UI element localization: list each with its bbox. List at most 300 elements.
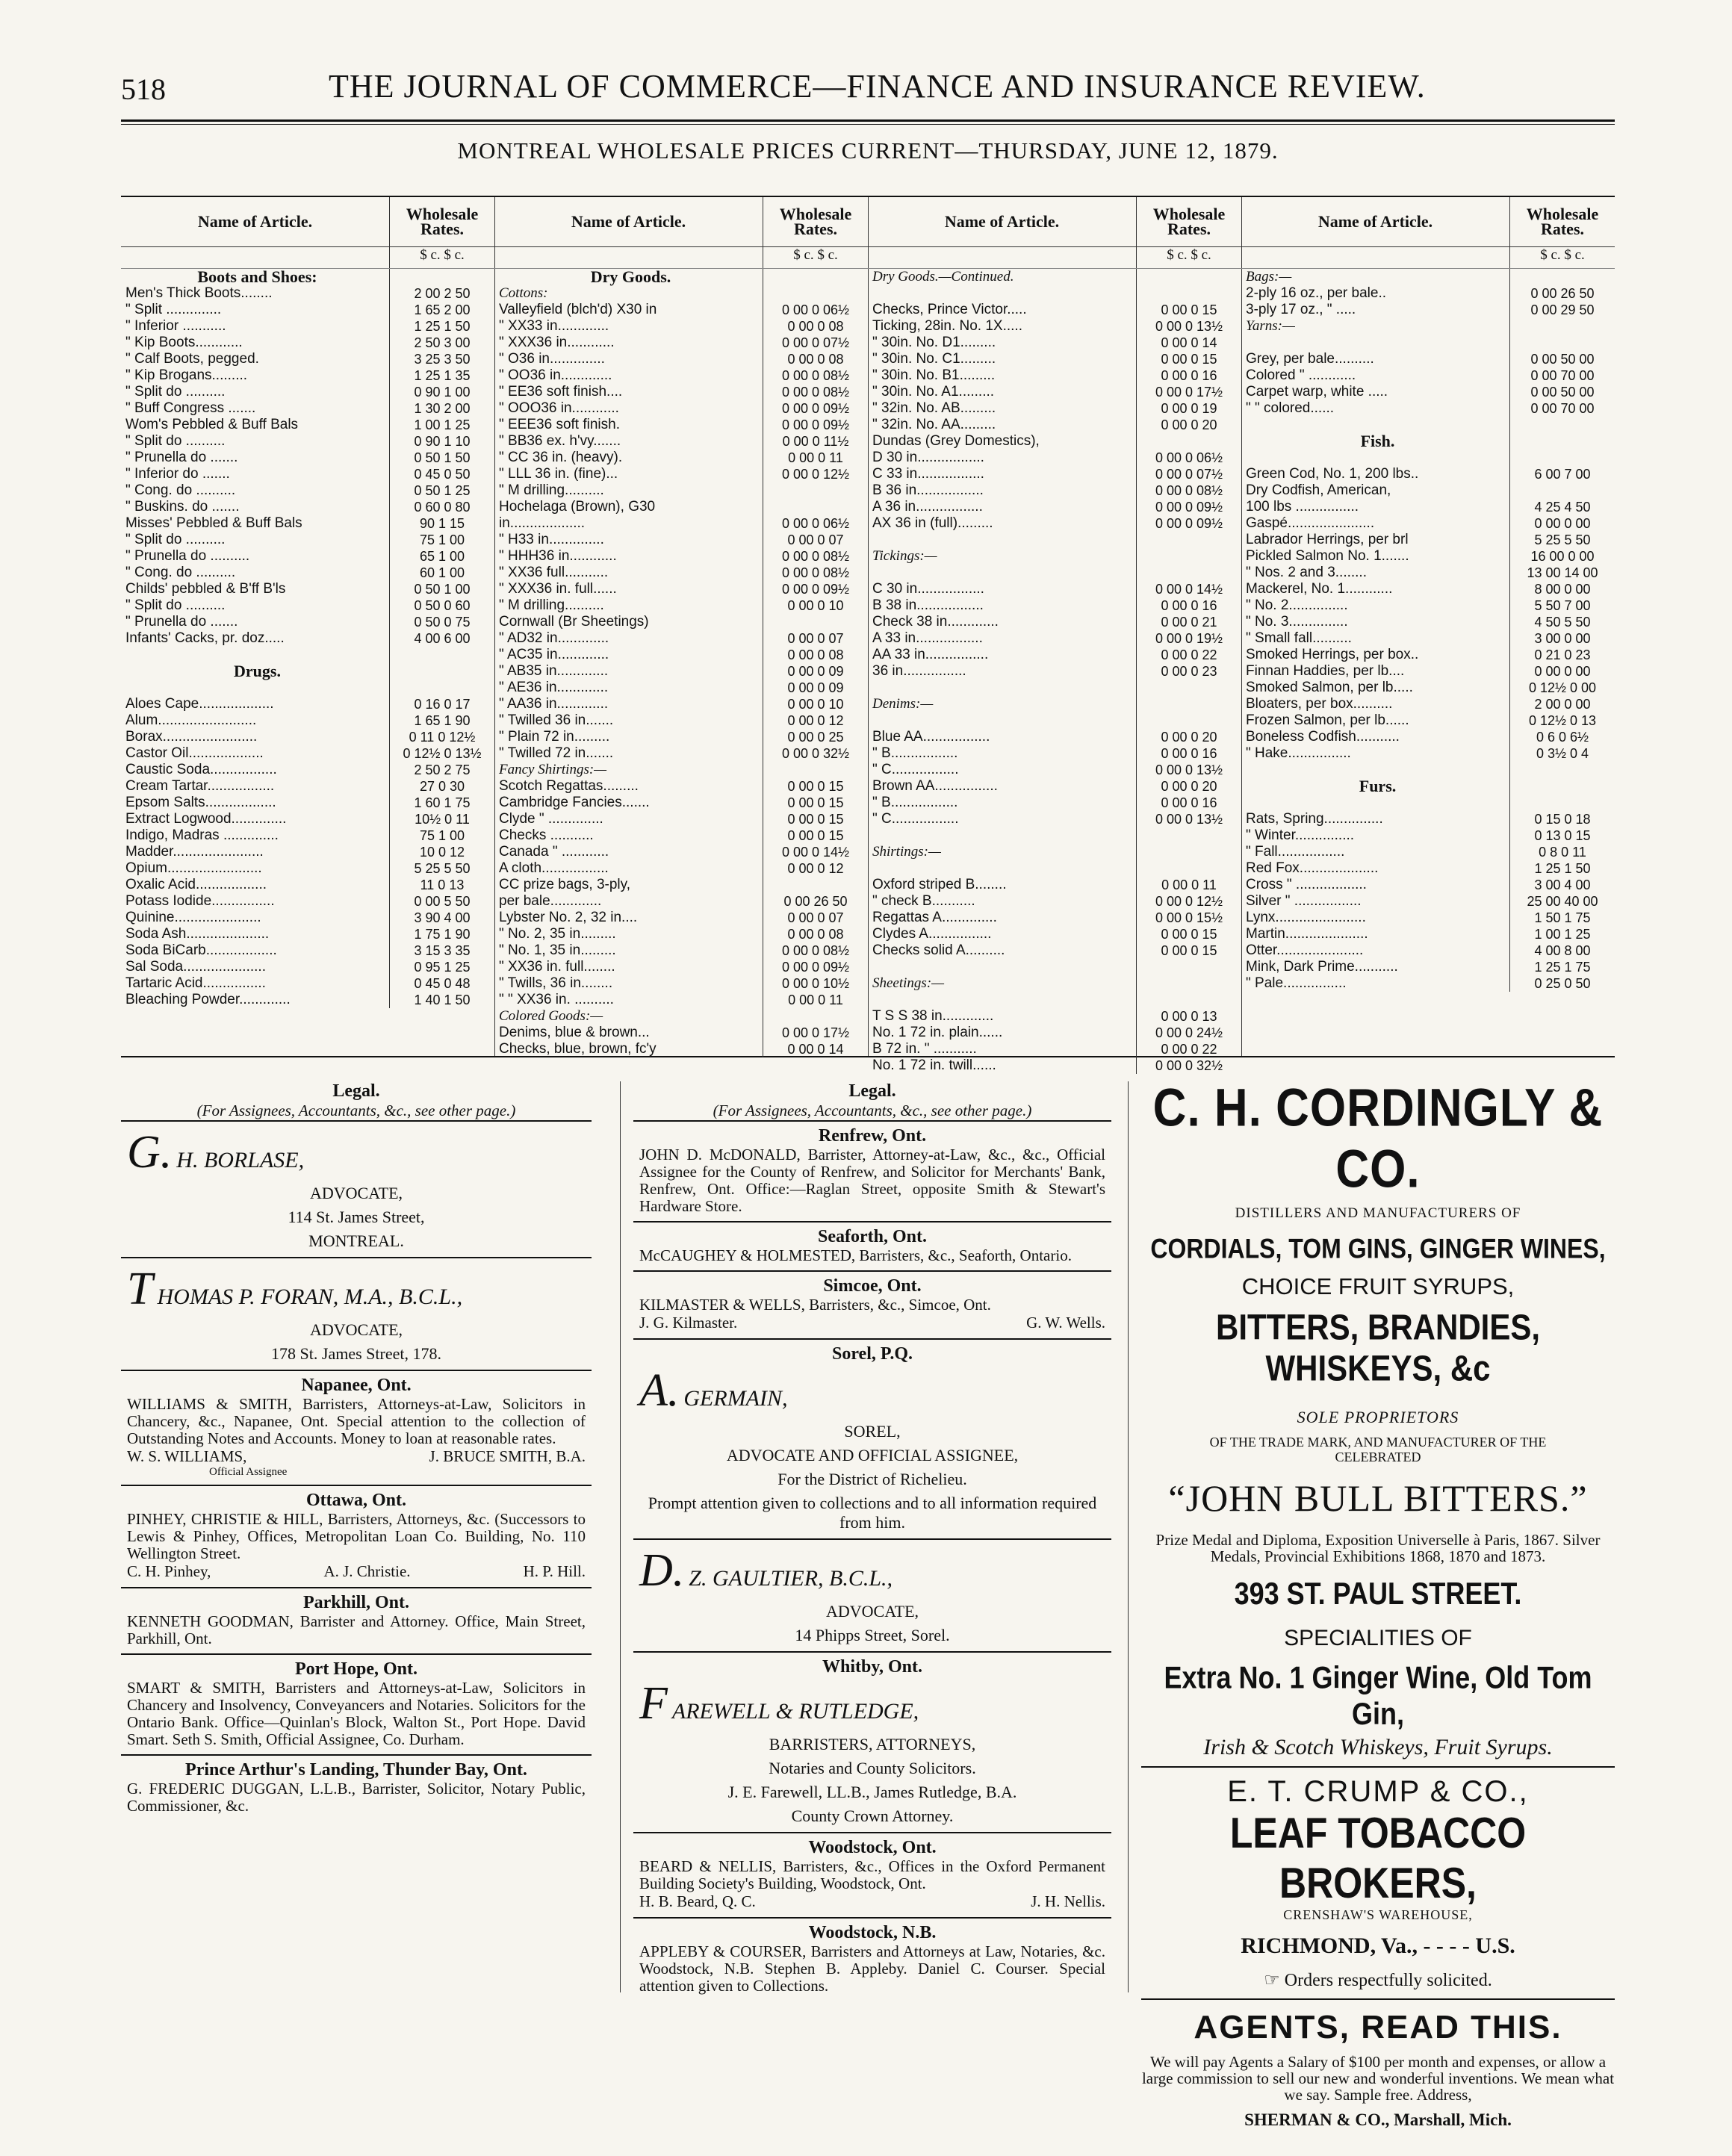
cordingly-line3: BITTERS, BRANDIES, WHISKEYS, &c bbox=[1215, 1306, 1541, 1389]
card-name: H. BORLASE, bbox=[176, 1148, 305, 1172]
wholesale-rate: 0 00 0 25 bbox=[763, 729, 868, 745]
article-name: Check 38 in............. bbox=[872, 614, 999, 630]
article-name: A cloth................. bbox=[499, 860, 609, 876]
price-row bbox=[494, 351, 868, 367]
wholesale-rate: 0 00 0 17½ bbox=[763, 1025, 868, 1041]
price-row bbox=[868, 1041, 1241, 1057]
crump-name: E. T. CRUMP & CO., bbox=[1227, 1775, 1529, 1808]
article-name: Cross " .................. bbox=[1246, 877, 1367, 892]
card-line: ADVOCATE, bbox=[309, 1320, 403, 1339]
wholesale-rate: 10½ 0 11 bbox=[389, 811, 494, 827]
article-name: Cream Tartar................. bbox=[125, 778, 275, 794]
orders-text: Orders respectfully solicited. bbox=[1284, 1971, 1492, 1990]
article-name: Childs' pebbled & B'ff B'ls bbox=[125, 581, 286, 597]
price-row bbox=[868, 335, 1241, 351]
legal-card bbox=[633, 1221, 1111, 1270]
column-header-name: Name of Article. bbox=[1317, 212, 1433, 231]
article-name: " Kip Brogans......... bbox=[125, 367, 248, 383]
article-name bbox=[868, 532, 1136, 548]
article-name: Blue AA................. bbox=[872, 729, 990, 745]
wholesale-rate: 0 00 0 08 bbox=[763, 318, 868, 335]
article-name: " Small fall.......... bbox=[1246, 630, 1352, 646]
article-name: Dundas (Grey Domestics), bbox=[872, 433, 1040, 449]
wholesale-rate: 5 50 7 00 bbox=[1509, 597, 1615, 614]
price-row bbox=[868, 992, 1241, 1008]
price-row bbox=[121, 926, 494, 942]
wholesale-rate: 0 50 0 75 bbox=[389, 614, 494, 630]
article-name: " Calf Boots, pegged. bbox=[125, 351, 259, 367]
price-row bbox=[121, 811, 494, 827]
advertisements bbox=[1141, 1078, 1615, 2130]
price-row bbox=[1241, 548, 1615, 565]
wholesale-rate: 65 1 00 bbox=[389, 548, 494, 565]
price-row bbox=[1241, 795, 1615, 811]
price-row bbox=[868, 499, 1241, 515]
article-name: Mackerel, No. 1............ bbox=[1246, 581, 1393, 597]
article-name: A 36 in................. bbox=[872, 499, 983, 515]
article-name: " Buskins. do ....... bbox=[125, 499, 240, 515]
price-row bbox=[868, 712, 1241, 729]
article-name bbox=[868, 712, 1136, 729]
header-rule-thin bbox=[121, 124, 1615, 125]
price-row bbox=[494, 696, 868, 712]
article-name bbox=[121, 680, 389, 696]
price-row bbox=[494, 877, 868, 893]
price-row bbox=[494, 614, 868, 630]
price-row bbox=[1241, 762, 1615, 778]
article-name: " Cong. do .......... bbox=[125, 482, 236, 498]
card-location: Seaforth, Ont. bbox=[818, 1227, 927, 1246]
article-name: Smoked Herrings, per box.. bbox=[1246, 647, 1419, 662]
article-name: " XX33 in............. bbox=[499, 318, 609, 334]
price-row bbox=[121, 499, 494, 515]
wholesale-rate: 0 00 50 00 bbox=[1509, 351, 1615, 367]
article-name: Quinine...................... bbox=[125, 910, 261, 925]
article-name: " No. 2............... bbox=[1246, 597, 1348, 613]
wholesale-rate: 0 00 0 15 bbox=[1136, 302, 1241, 318]
wholesale-rate: 0 00 0 20 bbox=[1136, 417, 1241, 433]
article-name: Sal Soda..................... bbox=[125, 959, 266, 975]
card-line: J. E. Farewell, LL.B., James Rutledge, B.A. bbox=[727, 1783, 1017, 1801]
article-name: Fish. bbox=[1360, 432, 1395, 450]
wholesale-rate: 0 00 5 50 bbox=[389, 893, 494, 910]
card-location: Parkhill, Ont. bbox=[302, 1593, 410, 1612]
subsection-row bbox=[494, 1008, 868, 1025]
article-name: Denims, blue & brown... bbox=[499, 1025, 650, 1040]
card-line: Notaries and County Solicitors. bbox=[769, 1759, 976, 1777]
price-row bbox=[494, 860, 868, 877]
price-row bbox=[494, 499, 868, 515]
wholesale-rate: 0 00 0 14 bbox=[1136, 335, 1241, 351]
card-signature: A. J. Christie. bbox=[323, 1562, 411, 1580]
article-name: Ticking, 28in. No. 1X..... bbox=[872, 318, 1022, 334]
article-name: Borax........................ bbox=[125, 729, 258, 745]
card-signatures bbox=[127, 1562, 586, 1581]
article-name: Soda BiCarb.................. bbox=[125, 942, 277, 958]
price-row bbox=[868, 482, 1241, 499]
wholesale-rate: 0 00 0 08½ bbox=[763, 384, 868, 400]
article-name: 2-ply 16 oz., per bale.. bbox=[1246, 285, 1386, 301]
wholesale-rate: 3 90 4 00 bbox=[389, 910, 494, 926]
wholesale-rate: 0 00 0 08 bbox=[763, 926, 868, 942]
card-name: GERMAIN, bbox=[683, 1386, 788, 1411]
article-name: " AE36 in............. bbox=[499, 680, 609, 695]
price-row bbox=[494, 367, 868, 384]
wholesale-rate: 4 00 6 00 bbox=[389, 630, 494, 647]
wholesale-rate: 3 15 3 35 bbox=[389, 942, 494, 959]
prices-subtitle: MONTREAL WHOLESALE PRICES CURRENT—THURSDAY, JUNE 12, 1879. bbox=[457, 137, 1279, 164]
article-name: " Plain 72 in......... bbox=[499, 729, 610, 745]
wholesale-rate bbox=[389, 269, 494, 285]
price-row bbox=[868, 1008, 1241, 1025]
article-name: " C................. bbox=[872, 762, 959, 777]
price-row bbox=[868, 942, 1241, 959]
price-row bbox=[1241, 565, 1615, 581]
article-name: Epsom Salts.................. bbox=[125, 795, 276, 810]
article-name: " Split do .......... bbox=[125, 433, 226, 449]
card-initial: T bbox=[127, 1264, 153, 1314]
wholesale-rate: 0 45 0 50 bbox=[389, 466, 494, 482]
column-header bbox=[868, 197, 1241, 247]
price-row bbox=[121, 696, 494, 712]
article-name: " 32in. No. AA......... bbox=[872, 417, 996, 432]
price-row bbox=[868, 532, 1241, 548]
price-row bbox=[1241, 400, 1615, 417]
card-line: BARRISTERS, ATTORNEYS, bbox=[769, 1735, 976, 1753]
article-name: Men's Thick Boots........ bbox=[125, 285, 273, 301]
price-row bbox=[494, 795, 868, 811]
article-name: D 30 in................. bbox=[872, 450, 984, 465]
section-heading-row bbox=[1241, 778, 1615, 795]
article-name: Soda Ash..................... bbox=[125, 926, 270, 942]
article-name: Bleaching Powder............. bbox=[125, 992, 291, 1007]
price-row bbox=[494, 992, 868, 1008]
price-row bbox=[121, 597, 494, 614]
wholesale-rate: 0 15 0 18 bbox=[1509, 811, 1615, 827]
dollar-header bbox=[1241, 247, 1615, 269]
card-name: AREWELL & RUTLEDGE, bbox=[671, 1699, 919, 1724]
price-row bbox=[121, 647, 494, 663]
cordingly-line2: CHOICE FRUIT SYRUPS, bbox=[1241, 1273, 1515, 1299]
wholesale-rate: 5 25 5 50 bbox=[1509, 532, 1615, 548]
article-name: Rats, Spring............... bbox=[1246, 811, 1383, 827]
price-row bbox=[494, 712, 868, 729]
card-text: APPLEBY & COURSER, Barristers and Attorneys at Law, Notaries, &c. Woodstock, N.B. Stephen B. Appleby. Daniel C. Courser. Special attention given to Collections. bbox=[639, 1942, 1105, 1995]
card-location: Prince Arthur's Landing, Thunder Bay, Ont. bbox=[185, 1760, 527, 1780]
article-name: " XXX36 in............ bbox=[499, 335, 615, 350]
wholesale-rate: 90 1 15 bbox=[389, 515, 494, 532]
card-initial: F bbox=[639, 1678, 668, 1729]
subsection-row bbox=[868, 696, 1241, 712]
wholesale-rate: 0 00 0 09½ bbox=[1136, 499, 1241, 515]
article-name: " Pale................ bbox=[1246, 975, 1347, 991]
legal-subheading: (For Assignees, Accountants, &c., see other page.) bbox=[713, 1102, 1032, 1119]
price-row bbox=[868, 1057, 1241, 1074]
price-row bbox=[494, 910, 868, 926]
price-row bbox=[121, 910, 494, 926]
article-name: Checks solid A.......... bbox=[872, 942, 1005, 958]
article-name: Martin..................... bbox=[1246, 926, 1368, 942]
wholesale-rate: 0 00 0 06½ bbox=[1136, 450, 1241, 466]
legal-card bbox=[121, 1653, 592, 1754]
price-row bbox=[121, 712, 494, 729]
article-name: Mink, Dark Prime........... bbox=[1246, 959, 1398, 975]
article-name: Boots and Shoes: bbox=[197, 267, 317, 286]
price-row bbox=[121, 482, 494, 499]
article-name: " AB35 in............. bbox=[499, 663, 609, 679]
wholesale-rate: 0 00 0 06½ bbox=[763, 515, 868, 532]
article-name: Frozen Salmon, per lb...... bbox=[1246, 712, 1409, 728]
article-name: Labrador Herrings, per brl bbox=[1246, 532, 1409, 547]
article-name: Cottons: bbox=[499, 285, 548, 301]
wholesale-rate: 0 00 0 11 bbox=[763, 992, 868, 1008]
card-name: Z. GAULTIER, B.C.L., bbox=[689, 1566, 893, 1591]
wholesale-rate: 0 00 0 13 bbox=[1136, 1008, 1241, 1025]
price-row bbox=[1241, 302, 1615, 318]
dollar-header-spacer bbox=[494, 247, 763, 268]
dollar-header-units: $ c. $ c. bbox=[389, 247, 494, 268]
wholesale-rate bbox=[763, 499, 868, 515]
article-name: Dry Codfish, American, bbox=[1246, 482, 1391, 498]
article-name bbox=[1241, 417, 1509, 433]
article-name: Alum......................... bbox=[125, 712, 257, 728]
wholesale-rate bbox=[1509, 269, 1615, 285]
wholesale-rate: 0 00 0 08½ bbox=[1136, 482, 1241, 499]
price-row bbox=[868, 614, 1241, 630]
price-row bbox=[1241, 417, 1615, 433]
price-row bbox=[1241, 647, 1615, 663]
wholesale-rate: 2 50 2 75 bbox=[389, 762, 494, 778]
wholesale-rate: 0 00 0 14 bbox=[763, 1041, 868, 1057]
wholesale-rate bbox=[1136, 712, 1241, 729]
article-name: " Kip Boots............ bbox=[125, 335, 243, 350]
price-row bbox=[1241, 680, 1615, 696]
wholesale-rate: 0 00 0 00 bbox=[1509, 663, 1615, 680]
wholesale-rate: 25 00 40 00 bbox=[1509, 893, 1615, 910]
article-name: " AD32 in............. bbox=[499, 630, 609, 646]
article-name: " 30in. No. C1......... bbox=[872, 351, 996, 367]
column-divider bbox=[1128, 1081, 1129, 1992]
card-signatures bbox=[639, 1314, 1105, 1332]
wholesale-rate: 1 25 1 35 bbox=[389, 367, 494, 384]
article-name: Colored Goods:— bbox=[499, 1008, 603, 1024]
price-row bbox=[1241, 811, 1615, 827]
wholesale-rate: 0 12½ 0 13 bbox=[1509, 712, 1615, 729]
wholesale-rate: 0 00 0 09 bbox=[763, 663, 868, 680]
price-row bbox=[1241, 745, 1615, 762]
article-name: Extract Logwood.............. bbox=[125, 811, 287, 827]
dollar-header-spacer bbox=[868, 247, 1136, 268]
price-row bbox=[121, 433, 494, 450]
price-row bbox=[1241, 975, 1615, 992]
wholesale-rate: 0 00 0 10 bbox=[763, 597, 868, 614]
wholesale-rate: 0 00 0 16 bbox=[1136, 795, 1241, 811]
price-row bbox=[1241, 630, 1615, 647]
article-name bbox=[868, 285, 1136, 302]
wholesale-rate: 0 3½ 0 4 bbox=[1509, 745, 1615, 762]
wholesale-rate: 0 00 0 08½ bbox=[763, 548, 868, 565]
article-name: " Winter............... bbox=[1246, 827, 1355, 843]
wholesale-rate: 4 25 4 50 bbox=[1509, 499, 1615, 515]
card-name-line bbox=[639, 1544, 1105, 1597]
wholesale-rate: 0 00 0 00 bbox=[1509, 515, 1615, 532]
price-row bbox=[868, 433, 1241, 450]
wholesale-rate: 0 00 0 09½ bbox=[763, 581, 868, 597]
article-name: Green Cod, No. 1, 200 lbs.. bbox=[1246, 466, 1419, 482]
price-row bbox=[121, 614, 494, 630]
price-column bbox=[121, 197, 495, 1056]
wholesale-rate: 0 00 0 16 bbox=[1136, 745, 1241, 762]
article-name: " Hake................ bbox=[1246, 745, 1351, 761]
richmond-line: RICHMOND, Va., - - - - U.S. bbox=[1241, 1933, 1515, 1958]
specialities: SPECIALITIES OF bbox=[1284, 1626, 1472, 1650]
wholesale-rate bbox=[763, 1008, 868, 1025]
price-row bbox=[1241, 926, 1615, 942]
price-row bbox=[868, 647, 1241, 663]
wholesale-rate: 0 50 1 25 bbox=[389, 482, 494, 499]
wholesale-rate: 0 45 0 48 bbox=[389, 975, 494, 992]
article-name: Checks, blue, brown, fc'y bbox=[499, 1041, 657, 1057]
article-name: " CC 36 in. (heavy). bbox=[499, 450, 623, 465]
wholesale-rate bbox=[1509, 762, 1615, 778]
price-row bbox=[868, 581, 1241, 597]
article-name: Bags:— bbox=[1246, 269, 1292, 285]
price-column bbox=[494, 197, 869, 1056]
wholesale-rate: 0 11 0 12½ bbox=[389, 729, 494, 745]
wholesale-rate: 0 00 0 07½ bbox=[763, 335, 868, 351]
wholesale-rate: 0 00 0 15½ bbox=[1136, 910, 1241, 926]
article-name: Denims:— bbox=[872, 696, 934, 712]
price-row bbox=[868, 729, 1241, 745]
article-name: " check B........... bbox=[872, 893, 975, 909]
article-name bbox=[1241, 450, 1509, 466]
wholesale-rate: 0 21 0 23 bbox=[1509, 647, 1615, 663]
article-name: " EEE36 soft finish. bbox=[499, 417, 620, 432]
wholesale-rate: 1 50 1 75 bbox=[1509, 910, 1615, 926]
article-name: " Split .............. bbox=[125, 302, 222, 317]
column-header bbox=[1241, 197, 1615, 247]
price-row bbox=[494, 400, 868, 417]
article-name: Canada " ............ bbox=[499, 844, 609, 860]
subsection-row bbox=[868, 844, 1241, 860]
card-signatures bbox=[127, 1447, 586, 1466]
price-row bbox=[1241, 285, 1615, 302]
wholesale-rate: 0 00 0 15 bbox=[1136, 942, 1241, 959]
price-row bbox=[494, 1025, 868, 1041]
card-name: HOMAS P. FORAN, M.A., B.C.L., bbox=[157, 1284, 463, 1309]
article-name: " EE36 soft finish.... bbox=[499, 384, 623, 400]
wholesale-rate bbox=[763, 614, 868, 630]
wholesale-rate: 0 6 0 6½ bbox=[1509, 729, 1615, 745]
card-name-line bbox=[127, 1263, 586, 1316]
price-row bbox=[868, 926, 1241, 942]
legal-card bbox=[121, 1370, 592, 1485]
wholesale-rate: 0 00 0 08 bbox=[763, 351, 868, 367]
cordingly-sub: DISTILLERS AND MANUFACTURERS OF bbox=[1235, 1205, 1521, 1221]
price-row bbox=[868, 302, 1241, 318]
price-row bbox=[121, 795, 494, 811]
wholesale-rate: 0 00 0 09½ bbox=[763, 417, 868, 433]
article-name: No. 1 72 in. twill...... bbox=[872, 1057, 996, 1073]
wholesale-rate bbox=[1136, 992, 1241, 1008]
article-name: " " colored...... bbox=[1246, 400, 1335, 416]
article-name: Madder....................... bbox=[125, 844, 264, 860]
wholesale-rate: 0 00 0 11 bbox=[763, 450, 868, 466]
wholesale-rate: 1 00 1 25 bbox=[389, 417, 494, 433]
article-name: Castor Oil................... bbox=[125, 745, 264, 761]
wholesale-rate bbox=[1136, 565, 1241, 581]
price-row bbox=[868, 762, 1241, 778]
card-name-line bbox=[639, 1677, 1105, 1730]
article-name: Scotch Regattas......... bbox=[499, 778, 639, 794]
wholesale-rate bbox=[389, 680, 494, 696]
article-name bbox=[868, 565, 1136, 581]
price-row bbox=[121, 515, 494, 532]
wholesale-rate bbox=[1509, 795, 1615, 811]
column-divider bbox=[620, 1081, 621, 1992]
header-rule bbox=[121, 119, 1615, 122]
wholesale-rate: 0 00 0 15 bbox=[763, 778, 868, 795]
dollar-header bbox=[121, 247, 494, 269]
article-name: Oxford striped B........ bbox=[872, 877, 1007, 892]
article-name: " Twills, 36 in........ bbox=[499, 975, 613, 991]
wholesale-rate: 1 60 1 75 bbox=[389, 795, 494, 811]
article-name bbox=[868, 860, 1136, 877]
article-name: " Nos. 2 and 3........ bbox=[1246, 565, 1367, 580]
wholesale-rate: 4 00 8 00 bbox=[1509, 942, 1615, 959]
article-name: Red Fox.................... bbox=[1246, 860, 1379, 876]
legal-card bbox=[121, 1485, 592, 1587]
price-row bbox=[1241, 466, 1615, 482]
card-line: ADVOCATE AND OFFICIAL ASSIGNEE, bbox=[726, 1446, 1019, 1464]
price-row bbox=[494, 680, 868, 696]
article-name: " B................. bbox=[872, 745, 958, 761]
article-name: " XX36 in. full........ bbox=[499, 959, 615, 975]
journal-title: THE JOURNAL OF COMMERCE—FINANCE AND INSURANCE REVIEW. bbox=[329, 68, 1426, 105]
article-name: " OOO36 in............ bbox=[499, 400, 619, 416]
legal-card bbox=[633, 1651, 1111, 1832]
article-name: Silver " ................. bbox=[1246, 893, 1362, 909]
article-name: Gaspé...................... bbox=[1246, 515, 1375, 531]
price-row bbox=[494, 663, 868, 680]
wholesale-rate bbox=[389, 647, 494, 663]
john-bull-bitters: “JOHN BULL BITTERS.” bbox=[1168, 1477, 1588, 1519]
wholesale-rate bbox=[1136, 548, 1241, 565]
article-name: 36 in................ bbox=[872, 663, 966, 679]
wholesale-rate: 0 25 0 50 bbox=[1509, 975, 1615, 992]
wholesale-rate: 2 00 2 50 bbox=[389, 285, 494, 302]
wholesale-rate: 0 00 0 07 bbox=[763, 910, 868, 926]
price-row bbox=[494, 630, 868, 647]
card-line: ADVOCATE, bbox=[825, 1602, 919, 1621]
wholesale-rate: 0 00 0 13½ bbox=[1136, 762, 1241, 778]
article-name: " M drilling.......... bbox=[499, 597, 604, 613]
section-heading-row bbox=[121, 269, 494, 285]
article-name: Caustic Soda................. bbox=[125, 762, 277, 777]
price-row bbox=[1241, 351, 1615, 367]
card-initial: G. bbox=[127, 1127, 173, 1178]
card-signature: J. G. Kilmaster. bbox=[639, 1314, 738, 1332]
agents-text: We will pay Agents a Salary of $100 per month and expenses, or allow a large commission to sell our new and wonderful inventions. We mean what we say. Sample free. Address, bbox=[1141, 2053, 1615, 2104]
wholesale-rate: 0 00 0 23 bbox=[1136, 663, 1241, 680]
article-name: Otter...................... bbox=[1246, 942, 1364, 958]
price-row bbox=[121, 466, 494, 482]
wholesale-rate: 6 00 7 00 bbox=[1509, 466, 1615, 482]
price-row bbox=[121, 745, 494, 762]
price-row bbox=[1241, 942, 1615, 959]
article-name: Cornwall (Br Sheetings) bbox=[499, 614, 649, 630]
wholesale-rate: 0 00 0 07 bbox=[763, 532, 868, 548]
